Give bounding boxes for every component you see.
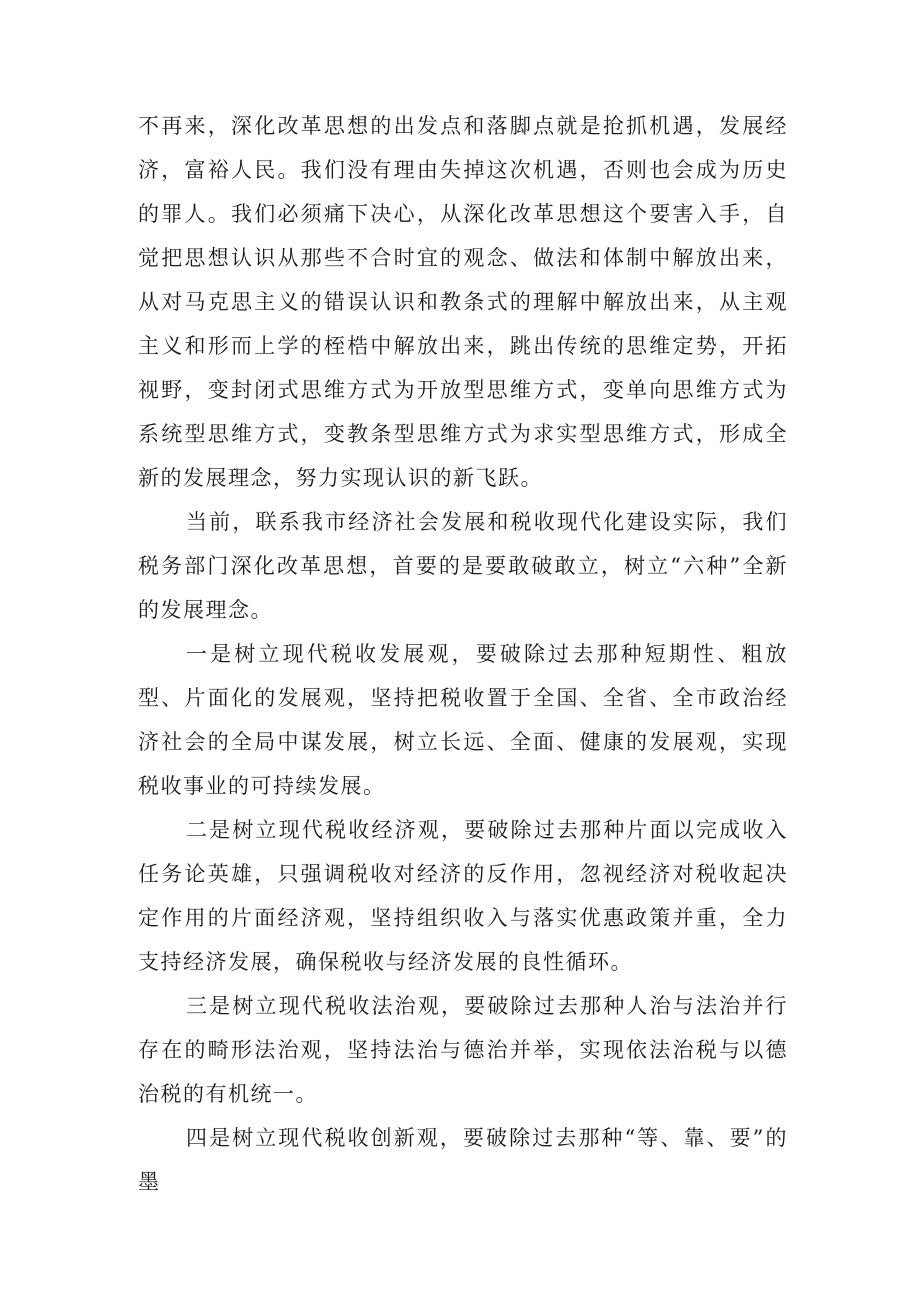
- paragraph-innovation-view: 四是树立现代税收创新观，要破除过去那种“等、靠、要”的墨: [138, 1126, 788, 1194]
- paragraph-continuation: 不再来，深化改革思想的出发点和落脚点就是抢抓机遇，发展经济，富裕人民。我们没有理由失掉这次机遇，否则也会成为历史的罪人。我们必须痛下决心，从深化改革思想这个要害入手，自觉把思想认识从那些不合时宜的观念、做法和体制中解放出来，从对马克思主义的错误认识和教条式的理解中解放出来，从主观主义和形而上学的桎梏中解放出来，跳出传统的思维定势，开拓视野，变封闭式思维方式为开放型思维方式，变单向思维方式为系统型思维方式，变教条型思维方式为求实型思维方式，形成全新的发展理念，努力实现认识的新飞跃。: [138, 114, 788, 490]
- paragraph-development-view: 一是树立现代税收发展观，要破除过去那种短期性、粗放型、片面化的发展观，坚持把税收置于全国、全省、全市政治经济社会的全局中谋发展，树立长远、全面、健康的发展观，实现税收事业的可持续发展。: [138, 642, 788, 798]
- paragraph-economic-view: 二是树立现代税收经济观，要破除过去那种片面以完成收入任务论英雄，只强调税收对经济的反作用，忽视经济对税收起决定作用的片面经济观，坚持组织收入与落实优惠政策并重，全力支持经济发展，确保税收与经济发展的良性循环。: [138, 818, 788, 974]
- document-body: [138, 104, 788, 1204]
- paragraph-current-tasks: 当前，联系我市经济社会发展和税收现代化建设实际，我们税务部门深化改革思想，首要的是要敢破敢立，树立“六种”全新的发展理念。: [138, 510, 788, 622]
- paragraph-rule-of-law-view: 三是树立现代税收法治观，要破除过去那种人治与法治并行存在的畸形法治观，坚持法治与德治并举，实现依法治税与以德治税的有机统一。: [138, 994, 788, 1106]
